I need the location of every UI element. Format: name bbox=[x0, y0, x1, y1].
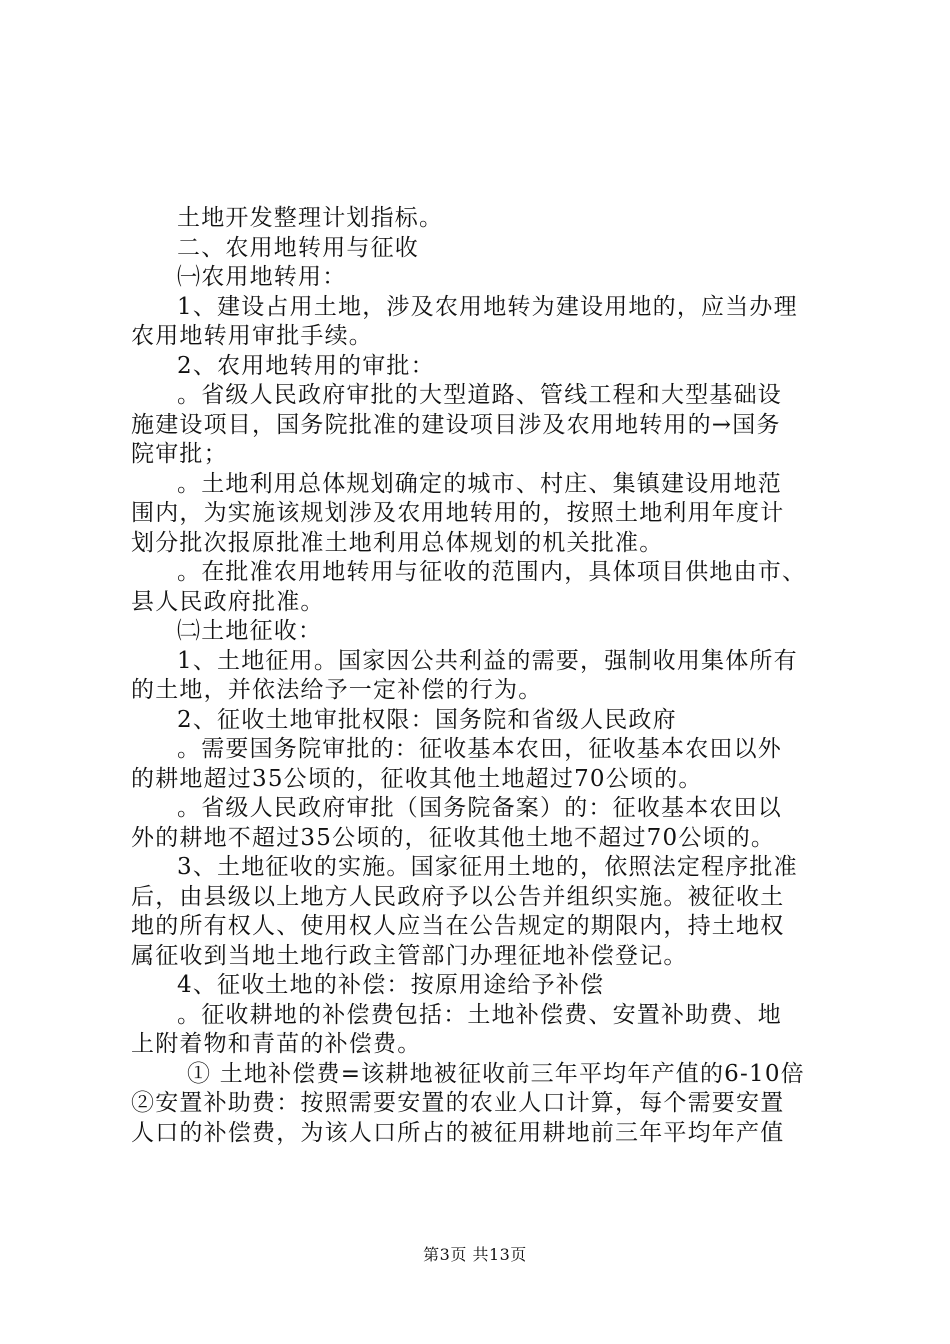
text-line: ㈠农用地转用： bbox=[177, 264, 347, 290]
text-line: ① 土地补偿费=该耕地被征收前三年平均年产值的6-10倍 bbox=[187, 1060, 805, 1087]
text-line: 的耕地超过35公顷的，征收其他土地超过70公顷的。 bbox=[131, 765, 703, 792]
text-line: 2、农用地转用的审批： bbox=[177, 352, 435, 379]
text-line: 地的所有权人、使用权人应当在公告规定的期限内，持土地权 bbox=[131, 913, 785, 939]
text-line: 农用地转用审批手续。 bbox=[131, 323, 373, 349]
text-line: ②安置补助费：按照需要安置的农业人口计算，每个需要安置 bbox=[131, 1090, 785, 1116]
text-line: 围内，为实施该规划涉及农用地转用的，按照土地利用年度计 bbox=[131, 500, 785, 526]
text-line: 人口的补偿费，为该人口所占的被征用耕地前三年平均年产值 bbox=[131, 1119, 785, 1146]
text-line: 。省级人民政府审批的大型道路、管线工程和大型基础设 bbox=[177, 382, 782, 408]
document-body bbox=[131, 204, 831, 1148]
text-line: 。土地利用总体规划确定的城市、村庄、集镇建设用地范 bbox=[177, 470, 782, 497]
text-line: 属征收到当地土地行政主管部门办理征地补偿登记。 bbox=[131, 942, 688, 969]
text-line: 4、征收土地的补偿：按原用途给予补偿 bbox=[177, 972, 605, 998]
text-line: 。在批准农用地转用与征收的范围内，具体项目供地由市、 bbox=[177, 559, 807, 585]
text-line: 的土地，并依法给予一定补偿的行为。 bbox=[131, 677, 543, 703]
text-line: 施建设项目，国务院批准的建设项目涉及农用地转用的→国务 bbox=[131, 411, 781, 438]
text-line: 划分批次报原批准土地利用总体规划的机关批准。 bbox=[131, 529, 664, 556]
text-line: 外的耕地不超过35公顷的，征收其他土地不超过70公顷的。 bbox=[131, 824, 776, 851]
text-line: ㈡土地征收： bbox=[177, 618, 323, 644]
text-line: 3、土地征收的实施。国家征用土地的，依照法定程序批准 bbox=[177, 854, 798, 880]
text-line: 院审批； bbox=[131, 441, 228, 467]
text-line: 1、建设占用土地，涉及农用地转为建设用地的，应当办理 bbox=[177, 293, 798, 320]
text-line: 。需要国务院审批的：征收基本农田，征收基本农田以外 bbox=[177, 736, 782, 762]
text-line: 1、土地征用。国家因公共利益的需要，强制收用集体所有 bbox=[177, 647, 798, 674]
page-footer: 第3页 共13页 bbox=[423, 1245, 527, 1264]
text-line: 土地开发整理计划指标。 bbox=[177, 205, 444, 231]
text-line: 上附着物和青苗的补偿费。 bbox=[131, 1031, 422, 1057]
text-line: 后，由县级以上地方人民政府予以公告并组织实施。被征收土 bbox=[131, 883, 785, 910]
text-line: 二、农用地转用与征收 bbox=[177, 234, 419, 261]
text-line: 。征收耕地的补偿费包括：土地补偿费、安置补助费、地 bbox=[177, 1001, 782, 1028]
text-line: 2、征收土地审批权限：国务院和省级人民政府 bbox=[177, 706, 677, 733]
text-line: 。省级人民政府审批（国务院备案）的：征收基本农田以 bbox=[177, 795, 782, 821]
text-line: 县人民政府批准。 bbox=[131, 588, 325, 615]
